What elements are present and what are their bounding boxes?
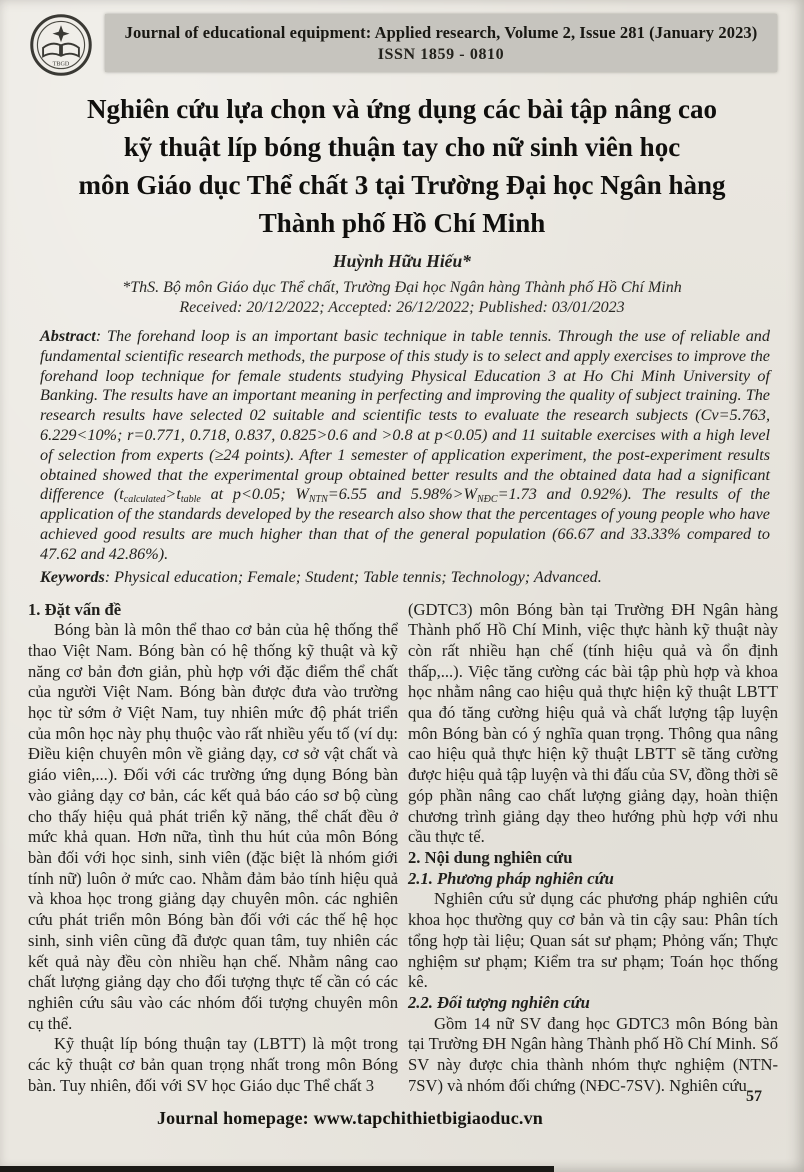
journal-logo-icon	[28, 12, 94, 78]
text-segment: calculated	[123, 494, 166, 506]
text-segment: NTN	[308, 494, 328, 506]
section-heading: 2.1. Phương pháp nghiên cứu	[408, 868, 614, 888]
paragraph: Bóng bàn là môn thể thao cơ bản của hệ thống thể thao Việt Nam. Bóng bàn có hệ thống kỹ thuật và kỹ năng cơ bản đơn giản, phù hợp với đặc điểm thể chất của người Việt Nam. Bóng bàn được đưa vào trường học từ sớm ở Việt Nam, tuy nhiên mức độ phát triển của môn học này phụ thuộc vào rất nhiều yếu tố (ví dụ: Điều kiện chuyên môn về giảng dạy, cơ sở vật chất và giáo viên,...). Đối với các trường ứng dụng Bóng bàn vào giảng dạy cơ bản, các kết quả báo cáo sơ bộ cùng cho thấy hiệu quả phát triển kỹ năng, thể chất đều ở mức khả quan. Hơn nữa, tình thu hút của môn Bóng bàn đối với học sinh, sinh viên (đặc biệt là nhóm giới tính nữ) luôn ở mức cao. Nhằm đảm bảo tính hiệu quả và khoa học trong giảng dạy chuyên môn. các nghiên cứu phát triển môn Bóng bàn đối với các thế hệ học sinh, sinh viên cũng đã được quan tâm, tuy nhiên các kết quả này đều còn nhiều hạn chế. Nhằm nâng cao chất lượng giảng dạy cho đối tượng thực tế cần có các nghiên cứu sâu vào các nhóm đối tượng chuyên môn cụ thể.	[28, 620, 398, 1033]
right-column	[408, 600, 778, 1097]
text-segment: =6.55 and 5.98%>W	[327, 485, 477, 504]
text-segment: table	[180, 494, 201, 506]
title-line: kỹ thuật líp bóng thuận tay cho nữ sinh viên học	[123, 132, 681, 162]
text-segment: NĐC	[477, 494, 498, 506]
text-segment: at p<0.05; W	[200, 485, 309, 504]
scan-edge-artifact	[0, 1166, 554, 1172]
text-segment: Keywords	[40, 567, 105, 586]
section-heading: 2. Nội dung nghiên cứu	[408, 848, 573, 867]
page-number: 57	[746, 1088, 762, 1105]
article-title	[30, 90, 774, 242]
text-segment: : Physical education; Female; Student; Table tennis; Technology; Advanced.	[104, 567, 602, 586]
journal-homepage: Journal homepage: www.tapchithietbigiaoduc.vn	[156, 1108, 544, 1128]
title-line: Thành phố Hồ Chí Minh	[258, 208, 546, 238]
journal-header	[0, 10, 804, 76]
text-segment: Abstract	[40, 327, 96, 345]
paragraph: Nghiên cứu sử dụng các phương pháp nghiên cứu khoa học thường quy cơ bản và tin cậy sau: Phân tích tổng hợp tài liệu; Quan sát sư phạm; Phỏng vấn; Thực nghiệm sư phạm; Kiểm tra sư phạm; Toán học thống kê.	[408, 889, 778, 992]
title-line: Nghiên cứu lựa chọn và ứng dụng các bài tập nâng cao	[87, 94, 717, 124]
author-name: Huỳnh Hữu Hiếu*	[333, 251, 471, 271]
received-accepted-published: Received: 20/12/2022; Accepted: 26/12/2022; Published: 03/01/2023	[179, 299, 625, 316]
section-heading: 1. Đặt vấn đề	[28, 599, 122, 619]
paragraph: (GDTC3) môn Bóng bàn tại Trường ĐH Ngân hàng Thành phố Hồ Chí Minh, việc thực hành kỹ thuật này còn rất nhiều hạn chế (tính hiệu quả và ổn định thấp,...). Việc tăng cường các bài tập phù hợp và khoa học nhằm nâng cao hiệu quả thực hiện kỹ thuật LBTT qua đó tăng cường hiệu quả và chất lượng tập luyện môn Bóng bàn có ý nghĩa quan trọng. Thông qua nâng cao hiệu quả thực hiện kỹ thuật LBTT sẽ tăng cường được hiệu quả tập luyện và thi đấu của SV, đồng thời sẽ góp phần nâng cao chất lượng giảng dạy, hoàn thiện chương trình giảng dạy theo hướng phù hợp với nhu cầu thực tế.	[408, 599, 778, 847]
section-heading: 2.2. Đối tượng nghiên cứu	[408, 992, 590, 1012]
svg-text:TBGD: TBGD	[52, 61, 70, 68]
journal-name: Journal of educational equipment: Applied research, Volume 2, Issue 281 (January 2023)	[124, 22, 758, 42]
text-segment: =1.73 and 0.92%). The results of the application of the standards developed by the research also show that the percentages of young people who have achieved good results are much higher than that of the general population (66.67 and 33.33% compared to 47.62 and 42.86%).	[40, 485, 770, 563]
title-line: môn Giáo dục Thể chất 3 tại Trường Đại học Ngân hàng	[78, 170, 726, 200]
text-segment: : The forehand loop is an important basic technique in table tennis. Through the use of reliable and fundamental scientific research methods, the purpose of this study is to select and apply exercises to improve the forehand loop technique for female students studying Physical Education 3 at Ho Chi Minh University of Banking. The results have an important meaning in perfecting and improving the quality of subject training. The research results have selected 02 suitable and scientific tests to evaluate the research subjects (Cv=5.763, 6.229<10%; r=0.771, 0.718, 0.837, 0.825>0.6 and >0.8 at p<0.05) and 11 suitable exercises with a high level of selection from experts (≥24 points). After 1 semester of application experiment, the post-experiment results obtained showed that the experimental group obtained better results and the obtained data had a significant difference (t	[40, 327, 770, 504]
issn: ISSN 1859 - 0810	[377, 45, 505, 63]
paragraph: Gồm 14 nữ SV đang học GDTC3 môn Bóng bàn tại Trường ĐH Ngân hàng Thành phố Hồ Chí Minh. Số SV này được chia thành nhóm thực nghiệm (NTN-7SV) và nhóm đối chứng (NĐC-7SV). Nghiên cứu	[408, 1013, 778, 1095]
journal-masthead	[105, 14, 777, 72]
keywords	[40, 567, 770, 587]
left-column	[28, 600, 398, 1097]
author-affiliation: *ThS. Bộ môn Giáo dục Thể chất, Trường Đại học Ngân hàng Thành phố Hồ Chí Minh	[122, 279, 682, 296]
abstract	[40, 327, 770, 565]
body-columns	[28, 600, 778, 1097]
text-segment: >t	[165, 485, 181, 504]
paragraph: Kỹ thuật líp bóng thuận tay (LBTT) là một trong các kỹ thuật cơ bản quan trọng nhất trong môn Bóng bàn. Tuy nhiên, đối với SV học Giáo dục Thể chất 3	[28, 1034, 398, 1095]
